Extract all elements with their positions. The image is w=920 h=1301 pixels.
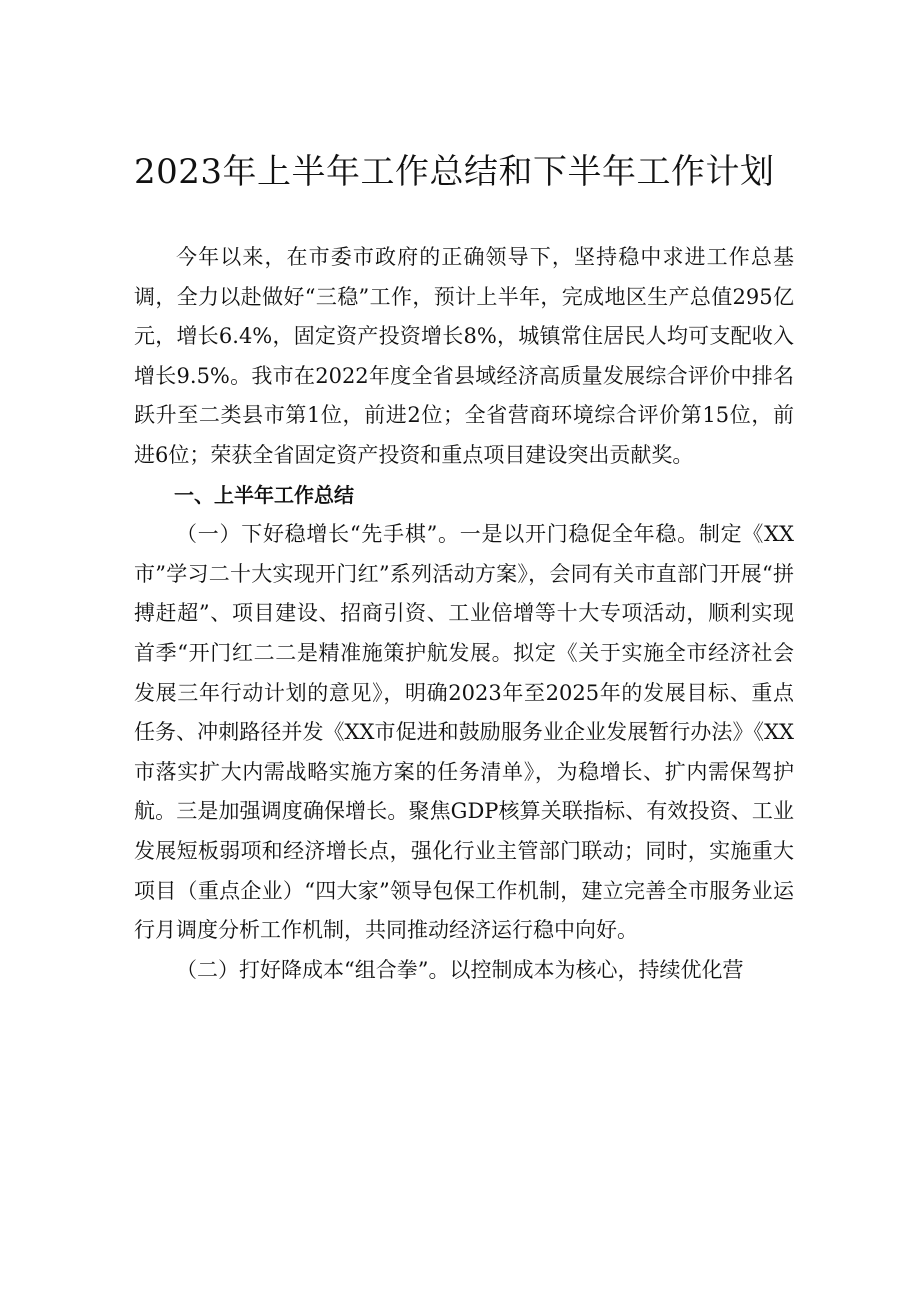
intro-paragraph: 今年以来，在市委市政府的正确领导下，坚持稳中求进工作总基调，全力以赴做好“三稳”工作，预计上半年，完成地区生产总值295亿元，增长6.4%，固定资产投资增长8%，城镇常住居民人均可支配收入增长9.5%。我市在2022年度全省县域经济高质量发展综合评价中排名跃升至二类县市第1位，前进2位；全省营商环境综合评价第15位，前进6位；荣获全省固定资产投资和重点项目建设突出贡献奖。 <box>134 245 794 467</box>
section-item-paragraph: （二）打好降成本“组合拳”。以控制成本为核心，持续优化营 <box>176 957 744 982</box>
section-item-paragraph: （一）下好稳增长“先手棋”。一是以开门稳促全年稳。制定《XX市”学习二十大实现开门红”系列活动方案》，会同有关市直部门开展“拼搏赶超”、项目建设、招商引资、工业倍增等十大专项活动，顺利实现首季“开门红二二是精准施策护航发展。拟定《关于实施全市经济社会发展三年行动计划的意见》，明确2023年至2025年的发展目标、重点任务、冲刺路径并发《XX市促进和鼓励服务业企业发展暂行办法》《XX市落实扩大内需战略实施方案的任务清单》，为稳增长、扩内需保驾护航。三是加强调度确保增长。聚焦GDP核算关联指标、有效投资、工业发展短板弱项和经济增长点，强化行业主管部门联动；同时，实施重大项目（重点企业）“四大家”领导包保工作机制，建立完善全市服务业运行月调度分析工作机制，共同推动经济运行稳中向好。 <box>134 522 794 943</box>
section-heading: 一、上半年工作总结 <box>174 482 354 507</box>
document-body <box>134 238 794 990</box>
document-title: 2023年上半年工作总结和下半年工作计划 <box>134 152 775 192</box>
